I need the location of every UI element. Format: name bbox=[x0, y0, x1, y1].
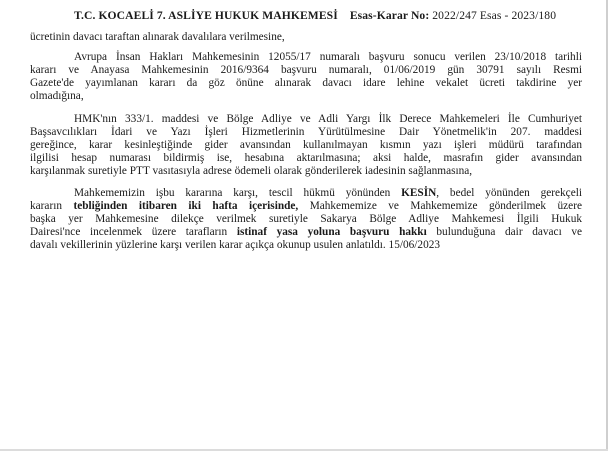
text-line: Gazete'de yayımlanan kararı da göz önüne alınarak davacı idare lehine vekalet ücreti takdirine yer bbox=[30, 77, 582, 89]
document-header bbox=[74, 9, 568, 22]
text-line: ücretinin davacı taraftan alınarak davalılara verilmesine, bbox=[30, 31, 285, 43]
text-line: başka yer Mahkemesine dilekçe verilmek suretiyle Sakarya Bölge Adliye Mahkemesi İlgili Hukuk bbox=[30, 213, 582, 225]
text-line: olmadığına, bbox=[30, 90, 84, 102]
appeal-emphasis: istinaf yasa yoluna başvuru hakkı bbox=[236, 226, 427, 238]
case-meta bbox=[350, 9, 556, 22]
text-line: kararı ve Anayasa Mahkemesinin 2016/9364 başvuru numaralı, 01/06/2019 gün 30791 sayılı Resmi bbox=[30, 64, 582, 76]
text-segment: Mahkememize ve Mahkememize gönderilmek üzere bbox=[309, 200, 582, 212]
deadline-emphasis: tebliğinden itibaren iki hafta içerisinde, bbox=[73, 200, 299, 212]
text-segment: Dairesi'nce incelenmek üzere tarafların bbox=[30, 226, 228, 238]
text-segment: , bedel yönünden gerekçeli bbox=[436, 187, 582, 199]
text-line bbox=[74, 187, 582, 200]
text-line: HMK'nın 333/1. maddesi ve Bölge Adliye ve Adli Yargı İlk Derece Mahkemeleri İle Cumhuriyet bbox=[74, 113, 582, 125]
case-number-label: Esas-Karar No: bbox=[349, 9, 430, 22]
text-line bbox=[30, 226, 582, 239]
text-segment: bulunduğuna dair davacı ve bbox=[436, 226, 583, 238]
text-segment: Mahkememizin işbu kararına karşı, tescil hükmü yönünden bbox=[74, 187, 391, 199]
text-line: davalı vekillerinin yüzlerine karşı verilen karar açıkça okunup usulen anlatıldı. 15/06/2023 bbox=[30, 239, 441, 251]
text-line: Avrupa İnsan Hakları Mahkemesinin 12055/17 numaralı başvuru sonucu verilen 23/10/2018 tarihli bbox=[74, 51, 582, 63]
court-name: T.C. KOCAELİ 7. ASLİYE HUKUK MAHKEMESİ bbox=[74, 9, 338, 22]
text-line: karşılanmak suretiyle PTT vasıtasıyla adrese ödemeli olarak gönderilerek iadesinin sağlanmasına, bbox=[30, 165, 473, 177]
case-number: 2022/247 Esas - 2023/180 bbox=[432, 9, 557, 22]
text-line: Başsavcılıkları İdari ve Yazı İşleri Hizmetlerinin Yürütülmesine Dair Yönetmelik'in 207. maddesi bbox=[30, 126, 582, 138]
text-line bbox=[30, 200, 582, 213]
text-segment: kararın bbox=[30, 200, 62, 212]
finality-emphasis: KESİN bbox=[401, 187, 437, 199]
text-line: ilgilisi hesap numarası bildirmiş ise, hesabına aktarılmasına; aksi halde, masrafın gider avansından bbox=[30, 152, 582, 164]
text-line: gereğince, karar kesinleştiğinde gider avansından kullanılmayan kısmın yazı işleri müdürü tarafından bbox=[30, 139, 582, 151]
